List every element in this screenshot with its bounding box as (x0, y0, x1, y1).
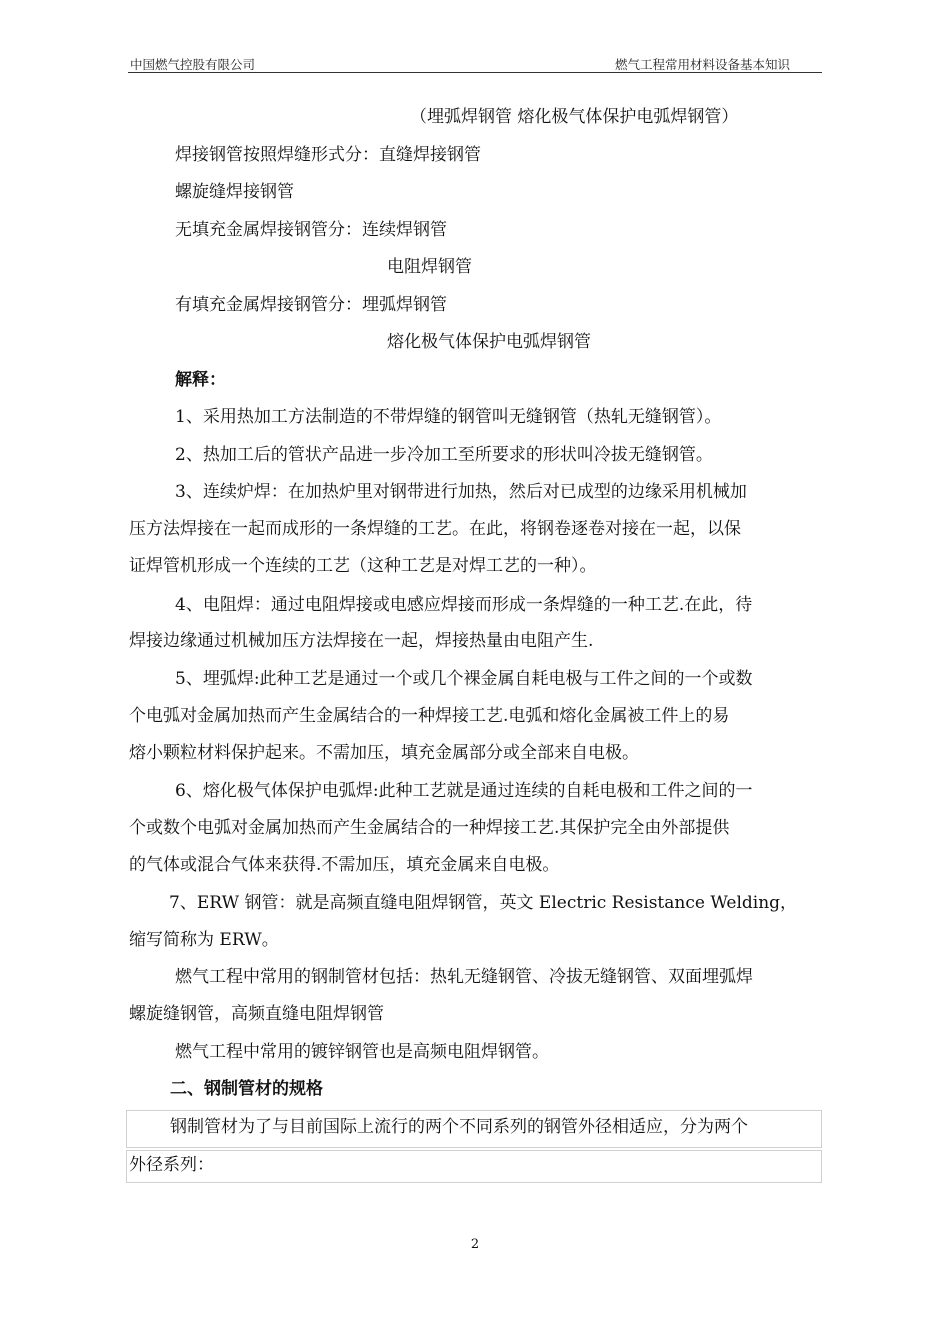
explanation-heading: 解释： (175, 370, 226, 390)
explanation-p3-line3: 证焊管机形成一个连续的工艺（这种工艺是对焊工艺的一种）。 (129, 556, 597, 576)
section2-heading: 二、钢制管材的规格 (170, 1079, 323, 1099)
header-company: 中国燃气控股有限公司 (130, 57, 256, 72)
explanation-p5-line2: 个电弧对金属加热而产生金属结合的一种焊接工艺.电弧和熔化金属被工件上的易 (129, 706, 730, 726)
header-rule (128, 72, 822, 73)
explanation-p6-line1: 6、熔化极气体保护电弧焊:此种工艺就是通过连续的自耗电极和工件之间的一 (175, 781, 753, 801)
explanation-p7-line2: 缩写简称为 ERW。 (129, 930, 279, 950)
section2-p1-line1: 钢制管材为了与目前国际上流行的两个不同系列的钢管外径相适应，分为两个 (170, 1117, 748, 1137)
explanation-p4-line1: 4、电阻焊：通过电阻焊接或电感应焊接而形成一条焊缝的一种工艺.在此，待 (175, 595, 753, 615)
explanation-p2: 2、热加工后的管状产品进一步冷加工至所要求的形状叫冷拔无缝钢管。 (175, 445, 713, 465)
classification-line-7: 熔化极气体保护电弧焊钢管 (387, 332, 591, 352)
explanation-p9: 燃气工程中常用的镀锌钢管也是高频电阻焊钢管。 (175, 1042, 549, 1062)
classification-line-6: 有填充金属焊接钢管分：埋弧焊钢管 (175, 295, 447, 315)
classification-line-5: 电阻焊钢管 (387, 257, 472, 277)
classification-line-4: 无填充金属焊接钢管分：连续焊钢管 (175, 220, 447, 240)
explanation-p5-line1: 5、埋弧焊:此种工艺是通过一个或几个裸金属自耗电极与工件之间的一个或数 (175, 669, 753, 689)
classification-line-1: （埋弧焊钢管 熔化极气体保护电弧焊钢管） (410, 107, 739, 127)
explanation-p8-line1: 燃气工程中常用的钢制管材包括：热轧无缝钢管、冷拔无缝钢管、双面埋弧焊 (175, 967, 753, 987)
explanation-p8-line2: 螺旋缝钢管，高频直缝电阻焊钢管 (129, 1004, 384, 1024)
explanation-p3-line1: 3、连续炉焊：在加热炉里对钢带进行加热，然后对已成型的边缘采用机械加 (175, 482, 747, 502)
header-doc-title: 燃气工程常用材料设备基本知识 (614, 57, 790, 72)
explanation-p6-line3: 的气体或混合气体来获得.不需加压，填充金属来自电极。 (129, 855, 560, 875)
explanation-p6-line2: 个或数个电弧对金属加热而产生金属结合的一种焊接工艺.其保护完全由外部提供 (129, 818, 730, 838)
explanation-p3-line2: 压方法焊接在一起而成形的一条焊缝的工艺。在此，将钢卷逐卷对接在一起，以保 (129, 519, 741, 539)
table-cell-row-2 (126, 1150, 822, 1183)
classification-line-2: 焊接钢管按照焊缝形式分：直缝焊接钢管 (175, 145, 481, 165)
explanation-p5-line3: 熔小颗粒材料保护起来。不需加压，填充金属部分或全部来自电极。 (129, 743, 639, 763)
explanation-p1: 1、采用热加工方法制造的不带焊缝的钢管叫无缝钢管（热轧无缝钢管）。 (175, 407, 722, 427)
explanation-p7-line1: 7、ERW 钢管：就是高频直缝电阻焊钢管，英文 Electric Resistance Welding， (169, 893, 798, 913)
explanation-p4-line2: 焊接边缘通过机械加压方法焊接在一起，焊接热量由电阻产生. (129, 631, 594, 651)
page-number: 2 (470, 1237, 480, 1252)
section2-p1-line2: 外径系列： (129, 1155, 214, 1175)
classification-line-3: 螺旋缝焊接钢管 (175, 182, 294, 202)
